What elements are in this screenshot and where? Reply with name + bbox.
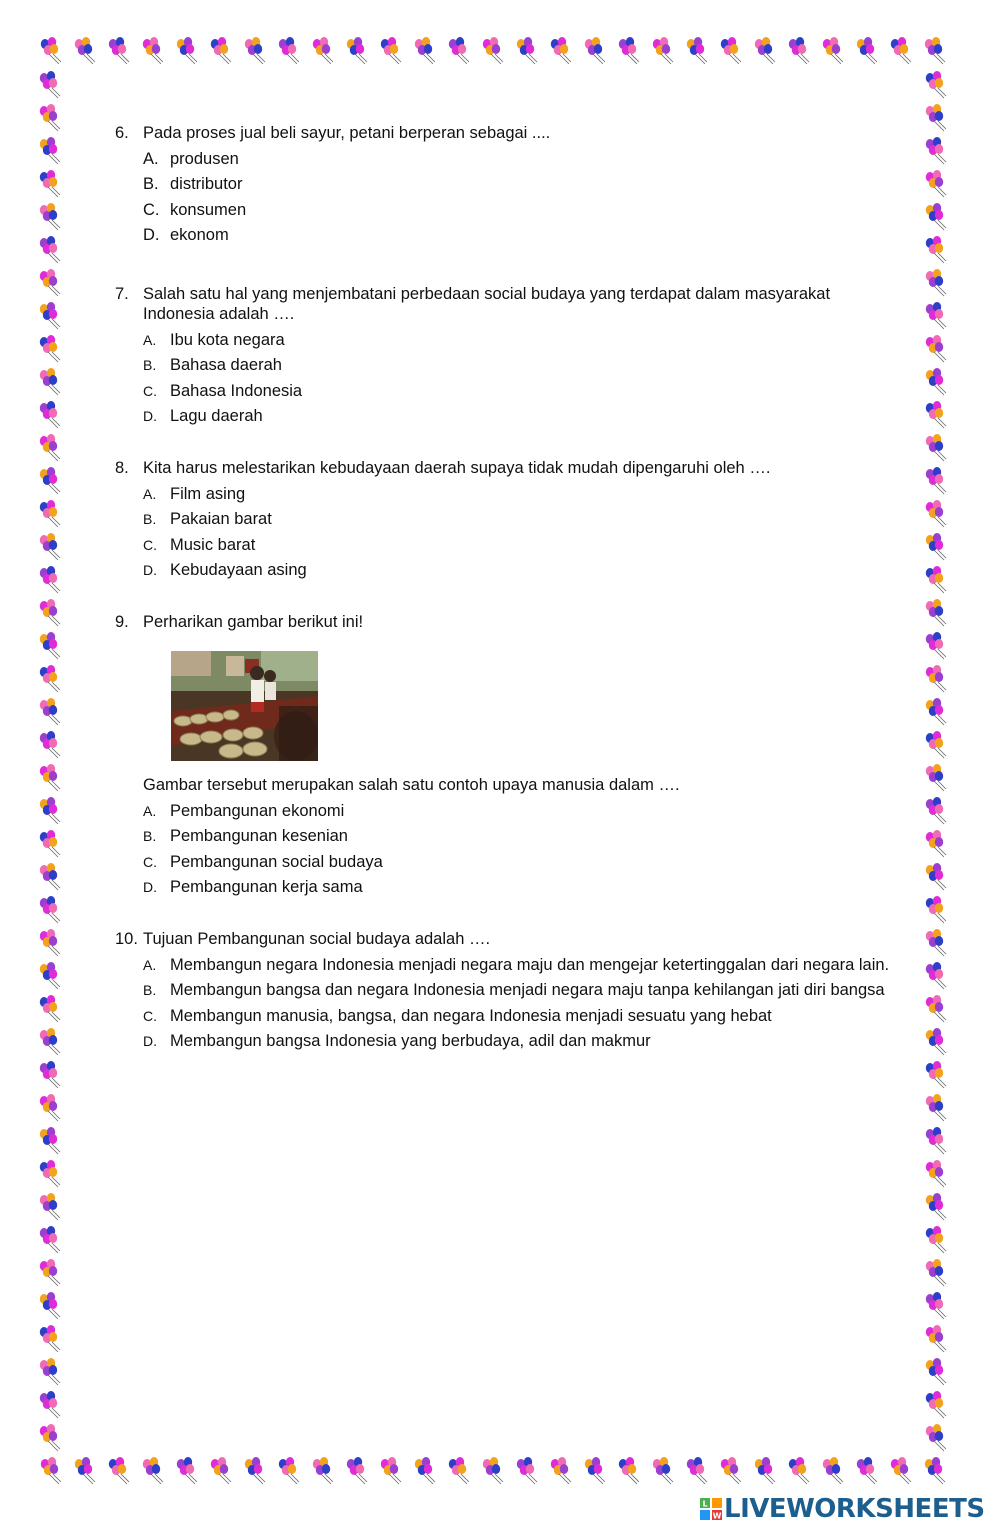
balloon-cluster xyxy=(483,1457,503,1484)
liveworksheets-logo-icon xyxy=(700,1498,722,1520)
option-letter: D. xyxy=(143,408,157,425)
balloon-cluster xyxy=(926,1292,946,1319)
option-b[interactable] xyxy=(115,174,905,194)
option-letter: C. xyxy=(143,536,157,553)
balloon-cluster xyxy=(40,104,60,131)
balloon-cluster xyxy=(40,302,60,329)
balloon-cluster xyxy=(926,566,946,593)
balloon-cluster xyxy=(755,37,775,64)
option-text: Pembangunan ekonomi xyxy=(170,801,345,820)
balloon-cluster xyxy=(40,533,60,560)
option-d[interactable] xyxy=(115,406,905,426)
balloon-cluster xyxy=(755,1457,775,1484)
balloon-cluster xyxy=(40,764,60,791)
balloon-cluster xyxy=(40,896,60,923)
balloon-cluster xyxy=(40,1028,60,1055)
option-text: ekonom xyxy=(170,226,229,245)
balloon-cluster xyxy=(925,37,945,64)
question-text: Pada proses jual beli sayur, petani berperan sebagai .... xyxy=(143,124,551,142)
balloon-cluster xyxy=(40,137,60,164)
option-d[interactable] xyxy=(115,877,905,897)
balloon-cluster xyxy=(40,632,60,659)
question-7 xyxy=(115,284,905,426)
balloon-cluster xyxy=(41,1457,61,1484)
balloon-cluster xyxy=(40,500,60,527)
option-text: Membangun bangsa Indonesia yang berbudaya, adil dan makmur xyxy=(170,1032,651,1051)
balloon-cluster xyxy=(823,1457,843,1484)
balloon-cluster xyxy=(721,37,741,64)
option-b[interactable] xyxy=(115,826,905,846)
option-a[interactable] xyxy=(115,955,905,975)
option-letter: B. xyxy=(143,357,157,374)
question-number: 9. xyxy=(115,613,129,631)
option-c[interactable] xyxy=(115,535,905,555)
option-letter: B. xyxy=(143,828,157,845)
balloon-cluster xyxy=(109,37,129,64)
balloon-cluster xyxy=(415,37,435,64)
balloon-cluster xyxy=(585,1457,605,1484)
balloon-cluster xyxy=(313,37,333,64)
balloon-cluster xyxy=(483,37,503,64)
option-text: konsumen xyxy=(170,200,247,219)
balloon-cluster xyxy=(926,533,946,560)
balloon-cluster xyxy=(143,1457,163,1484)
balloon-cluster xyxy=(40,1424,60,1451)
balloon-cluster xyxy=(926,929,946,956)
balloon-cluster xyxy=(926,1391,946,1418)
option-letter: B. xyxy=(143,511,157,528)
question-caption: Gambar tersebut merupakan salah satu contoh upaya manusia dalam …. xyxy=(143,776,680,794)
balloon-cluster xyxy=(926,797,946,824)
balloon-cluster xyxy=(926,1226,946,1253)
option-letter: C. xyxy=(143,200,160,219)
balloon-cluster xyxy=(449,37,469,64)
balloon-cluster xyxy=(926,302,946,329)
balloon-cluster xyxy=(926,1424,946,1451)
option-text: Membangun bangsa dan negara Indonesia menjadi negara maju tanpa kehilangan jati diri bangsa xyxy=(170,981,885,1000)
balloon-cluster xyxy=(926,599,946,626)
balloon-cluster xyxy=(143,37,163,64)
option-text: Pakaian barat xyxy=(170,510,272,529)
balloon-cluster xyxy=(926,269,946,296)
balloon-cluster xyxy=(926,137,946,164)
balloon-cluster xyxy=(926,665,946,692)
balloon-cluster xyxy=(789,37,809,64)
option-letter: B. xyxy=(143,175,159,194)
option-text: Kebudayaan asing xyxy=(170,561,307,580)
balloon-cluster xyxy=(40,203,60,230)
balloon-cluster xyxy=(40,1226,60,1253)
logo-text: LIVEWORKSHEETS xyxy=(724,1494,985,1524)
option-letter: C. xyxy=(143,1007,157,1024)
question-9-options xyxy=(115,775,905,897)
balloon-cluster xyxy=(926,1325,946,1352)
balloon-cluster xyxy=(40,1193,60,1220)
balloon-cluster xyxy=(449,1457,469,1484)
question-text: Salah satu hal yang menjembatani perbedaan social budaya yang terdapat dalam masyarakat Indonesia adalah …. xyxy=(143,285,831,323)
balloon-cluster xyxy=(40,434,60,461)
balloon-cluster xyxy=(926,896,946,923)
balloon-cluster xyxy=(40,236,60,263)
option-c[interactable] xyxy=(115,200,905,220)
balloon-cluster xyxy=(926,1358,946,1385)
balloon-cluster xyxy=(75,37,95,64)
balloon-cluster xyxy=(40,929,60,956)
balloon-cluster xyxy=(926,1259,946,1286)
balloon-cluster xyxy=(926,203,946,230)
option-b[interactable] xyxy=(115,355,905,375)
question-number: 7. xyxy=(115,285,129,303)
balloon-cluster xyxy=(926,632,946,659)
balloon-cluster xyxy=(40,995,60,1022)
balloon-cluster xyxy=(40,830,60,857)
balloon-cluster xyxy=(517,1457,537,1484)
balloon-cluster xyxy=(653,37,673,64)
balloon-cluster xyxy=(40,467,60,494)
balloon-cluster xyxy=(925,1457,945,1484)
balloon-cluster xyxy=(109,1457,129,1484)
question-10 xyxy=(115,929,905,1051)
balloon-cluster xyxy=(40,269,60,296)
balloon-cluster xyxy=(926,1094,946,1121)
question-9 xyxy=(115,612,905,632)
balloon-cluster xyxy=(926,698,946,725)
balloon-cluster xyxy=(177,37,197,64)
balloon-cluster xyxy=(40,335,60,362)
balloon-cluster xyxy=(313,1457,333,1484)
logo-mark-letter: L xyxy=(702,1499,708,1509)
balloon-cluster xyxy=(891,1457,911,1484)
question-number: 10. xyxy=(115,930,138,948)
balloon-cluster xyxy=(40,1127,60,1154)
option-letter: D. xyxy=(143,562,157,579)
option-b[interactable] xyxy=(115,980,905,1000)
balloon-cluster xyxy=(40,401,60,428)
balloon-cluster xyxy=(926,1028,946,1055)
balloon-cluster xyxy=(40,665,60,692)
question-8 xyxy=(115,458,905,580)
balloon-cluster xyxy=(40,1358,60,1385)
option-text: Membangun manusia, bangsa, dan negara Indonesia menjadi sesuatu yang hebat xyxy=(170,1006,772,1025)
option-c[interactable] xyxy=(115,852,905,872)
balloon-cluster xyxy=(653,1457,673,1484)
balloon-cluster xyxy=(926,830,946,857)
balloon-cluster xyxy=(40,698,60,725)
balloon-cluster xyxy=(211,1457,231,1484)
balloon-cluster xyxy=(823,37,843,64)
option-letter: A. xyxy=(143,802,157,819)
balloon-cluster xyxy=(551,37,571,64)
balloon-cluster xyxy=(926,368,946,395)
option-d[interactable] xyxy=(115,1031,905,1051)
option-text: Pembangunan kerja sama xyxy=(170,878,363,897)
balloon-cluster xyxy=(891,37,911,64)
option-a[interactable] xyxy=(115,801,905,821)
balloon-cluster xyxy=(40,1160,60,1187)
balloon-cluster xyxy=(381,37,401,64)
balloon-cluster xyxy=(40,71,60,98)
question-number: 6. xyxy=(115,124,129,142)
balloon-cluster xyxy=(926,335,946,362)
balloon-cluster xyxy=(926,401,946,428)
balloon-cluster xyxy=(619,37,639,64)
balloon-cluster xyxy=(40,863,60,890)
option-letter: D. xyxy=(143,1033,157,1050)
balloon-cluster xyxy=(687,1457,707,1484)
option-text: Bahasa daerah xyxy=(170,356,282,375)
option-b[interactable] xyxy=(115,509,905,529)
option-a[interactable] xyxy=(115,484,905,504)
question-6 xyxy=(115,123,905,245)
question-text: Perharikan gambar berikut ini! xyxy=(143,613,364,631)
balloon-cluster xyxy=(40,1061,60,1088)
balloon-cluster xyxy=(585,37,605,64)
balloon-cluster xyxy=(926,764,946,791)
balloon-cluster xyxy=(926,1160,946,1187)
option-text: Ibu kota negara xyxy=(170,330,285,349)
option-text: distributor xyxy=(170,175,243,194)
balloon-cluster xyxy=(40,1259,60,1286)
option-letter: C. xyxy=(143,382,157,399)
question-number: 8. xyxy=(115,459,129,477)
option-letter: C. xyxy=(143,853,157,870)
option-text: Bahasa Indonesia xyxy=(170,381,303,400)
balloon-cluster xyxy=(619,1457,639,1484)
balloon-cluster xyxy=(177,1457,197,1484)
balloon-cluster xyxy=(926,731,946,758)
option-letter: B. xyxy=(143,982,157,999)
balloon-cluster xyxy=(40,1391,60,1418)
option-letter: D. xyxy=(143,879,157,896)
balloon-cluster xyxy=(381,1457,401,1484)
balloon-cluster xyxy=(40,599,60,626)
option-c[interactable] xyxy=(115,381,905,401)
balloon-cluster xyxy=(245,1457,265,1484)
option-c[interactable] xyxy=(115,1006,905,1026)
balloon-cluster xyxy=(857,37,877,64)
balloon-cluster xyxy=(279,1457,299,1484)
balloon-cluster xyxy=(789,1457,809,1484)
option-text: Pembangunan kesenian xyxy=(170,827,348,846)
balloon-cluster xyxy=(75,1457,95,1484)
balloon-cluster xyxy=(279,37,299,64)
question-text: Tujuan Pembangunan social budaya adalah …. xyxy=(143,930,491,948)
option-letter: A. xyxy=(143,485,157,502)
option-letter: A. xyxy=(143,956,157,973)
balloon-cluster xyxy=(857,1457,877,1484)
option-text: produsen xyxy=(170,149,239,168)
balloon-cluster xyxy=(687,37,707,64)
balloon-cluster xyxy=(926,962,946,989)
option-text: Pembangunan social budaya xyxy=(170,852,383,871)
balloon-cluster xyxy=(40,731,60,758)
option-a[interactable] xyxy=(115,149,905,169)
balloon-cluster xyxy=(245,37,265,64)
balloon-cluster xyxy=(40,1292,60,1319)
balloon-cluster xyxy=(926,467,946,494)
balloon-cluster xyxy=(926,1061,946,1088)
balloon-cluster xyxy=(41,37,61,64)
balloon-cluster xyxy=(40,566,60,593)
balloon-cluster xyxy=(347,37,367,64)
balloon-cluster xyxy=(40,1094,60,1121)
option-text: Music barat xyxy=(170,535,256,554)
balloon-cluster xyxy=(926,500,946,527)
balloon-cluster xyxy=(40,962,60,989)
balloon-cluster xyxy=(517,37,537,64)
balloon-cluster xyxy=(40,170,60,197)
option-text: Membangun negara Indonesia menjadi negara maju dan mengejar ketertinggalan dari negara lain. xyxy=(170,955,890,974)
option-text: Film asing xyxy=(170,484,246,503)
option-text: Lagu daerah xyxy=(170,407,263,426)
balloon-cluster xyxy=(926,236,946,263)
balloon-cluster xyxy=(40,1325,60,1352)
logo-mark-letter: W xyxy=(712,1511,722,1520)
balloon-cluster xyxy=(40,797,60,824)
balloon-cluster xyxy=(551,1457,571,1484)
option-a[interactable] xyxy=(115,330,905,350)
balloon-cluster xyxy=(926,104,946,131)
liveworksheets-logo[interactable] xyxy=(700,1494,985,1524)
balloon-cluster xyxy=(926,1193,946,1220)
balloon-cluster xyxy=(926,434,946,461)
option-d[interactable] xyxy=(115,225,905,245)
option-d[interactable] xyxy=(115,560,905,580)
gamelan-photo xyxy=(171,651,318,761)
question-text: Kita harus melestarikan kebudayaan daerah supaya tidak mudah dipengaruhi oleh …. xyxy=(143,459,771,477)
balloon-cluster xyxy=(926,71,946,98)
balloon-cluster xyxy=(926,1127,946,1154)
balloon-cluster xyxy=(40,368,60,395)
option-letter: D. xyxy=(143,226,160,245)
balloon-cluster xyxy=(211,37,231,64)
balloon-cluster xyxy=(926,863,946,890)
balloon-cluster xyxy=(347,1457,367,1484)
balloon-cluster xyxy=(926,995,946,1022)
option-letter: A. xyxy=(143,149,159,168)
option-letter: A. xyxy=(143,331,157,348)
balloon-cluster xyxy=(926,170,946,197)
balloon-cluster xyxy=(415,1457,435,1484)
balloon-cluster xyxy=(721,1457,741,1484)
